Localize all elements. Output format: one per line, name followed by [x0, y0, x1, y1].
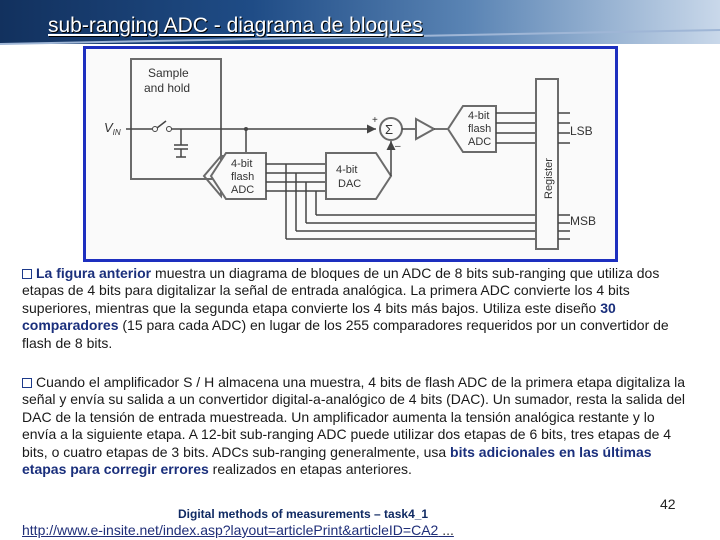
footer-caption: Digital methods of measurements – task4_1	[178, 507, 429, 521]
svg-text:DAC: DAC	[338, 178, 362, 190]
checkbox-bullet-icon	[22, 269, 32, 279]
svg-text:ADC: ADC	[468, 136, 492, 148]
svg-text:4-bit: 4-bit	[231, 158, 253, 170]
sample-hold-label-1: Sample	[148, 66, 189, 80]
svg-text:Register: Register	[543, 158, 555, 199]
svg-text:flash: flash	[231, 171, 255, 183]
slide-title: sub-ranging ADC - diagrama de bloques	[48, 14, 423, 37]
paragraph-1: La figura anterior muestra un diagrama de bloques de un ADC de 8 bits sub-ranging que utiliza dos etapas de 4 bits para digitalizar la señal de entrada analógica. La primera ADC convierte los 4 bits superiores, mientras que la segunda etapa convierte los 4 bits más bajos. Utiliza este diseño 30 comparadores (15 para cada ADC) en lugar de los 255 comparadores requeridos por un convertidor de flash de 8 bits.	[22, 265, 669, 351]
svg-text:4-bit: 4-bit	[468, 110, 490, 122]
svg-text:ADC: ADC	[231, 184, 255, 196]
svg-text:4-bit: 4-bit	[336, 164, 358, 176]
dac-box	[326, 153, 391, 199]
page-number: 42	[660, 496, 676, 512]
svg-text:flash: flash	[468, 123, 492, 135]
svg-text:–: –	[395, 141, 401, 152]
checkbox-bullet-icon	[22, 378, 32, 388]
svg-text:+: +	[372, 115, 378, 126]
block-diagram	[83, 46, 618, 262]
lsb-label: LSB	[570, 124, 593, 138]
svg-text:Σ: Σ	[385, 122, 394, 137]
source-link[interactable]: http://www.e-insite.net/index.asp?layout=articlePrint&articleID=CA2 ...	[22, 522, 454, 538]
paragraph-2: Cuando el amplificador S / H almacena una muestra, 4 bits de flash ADC de la primera etapa digitaliza la señal y envía su salida a un convertidor digital-a-analógico de 4 bits (DAC). Un sumador, resta la salida del DAC de la tensión de entrada muestreada. Un amplificador aumenta la tensión analógica restante y lo envía a la siguiente etapa. A 12-bit sub-ranging ADC puede utilizar dos etapas de 6 bits, tres etapas de 4 bits, o cuatro etapas de 3 bits. ADCs sub-ranging generalmente, usa bits adicionales en las últimas etapas para corregir errores realizados en etapas anteriores.	[22, 374, 686, 478]
sample-hold-label-2: and hold	[144, 81, 191, 95]
vin-label: $V_{IN}$	[104, 120, 121, 137]
msb-label: MSB	[570, 214, 597, 228]
